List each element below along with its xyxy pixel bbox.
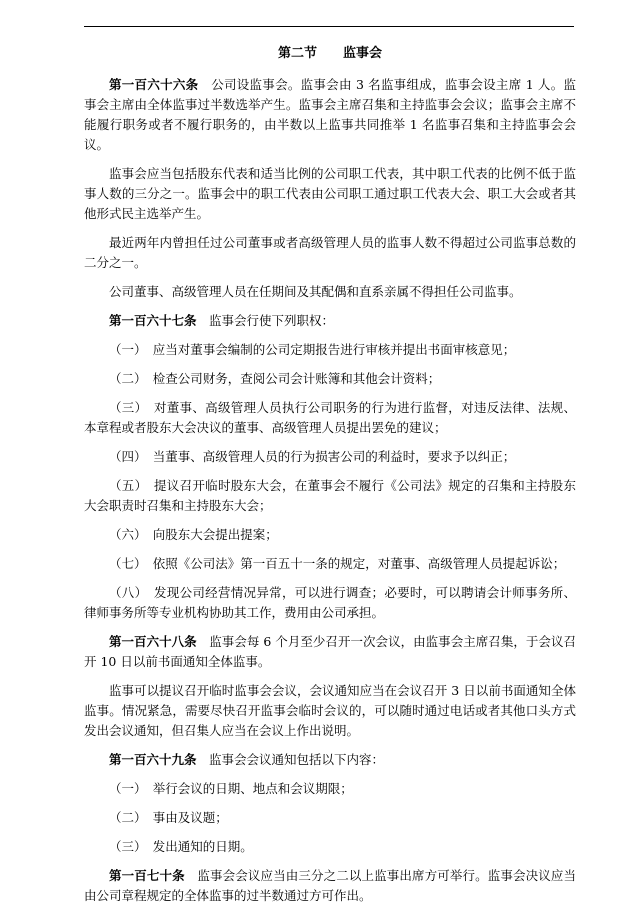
list-item-text: 提议召开临时股东大会，在董事会不履行《公司法》规定的召集和主持股东大会职责时召集和主持股东大会；	[84, 478, 576, 513]
list-item-text: 当董事、高级管理人员的行为损害公司的利益时，要求予以纠正；	[152, 449, 516, 464]
header-rule	[84, 26, 574, 27]
list-item	[84, 554, 576, 574]
list-item	[84, 808, 576, 828]
article-label: 第一百七十条	[109, 868, 185, 883]
article-text: 监事会会议应当由三分之二以上监事出席方可举行。监事会决议应当由公司章程规定的全体监事的过半数通过方可作出。	[84, 868, 576, 903]
article-text: 监事会行使下列职权：	[209, 313, 335, 328]
article-paragraph	[84, 750, 576, 770]
paragraph: 最近两年内曾担任过公司董事或者高级管理人员的监事人数不得超过公司监事总数的二分之一。	[84, 235, 576, 270]
list-item-text: 发现公司经营情况异常，可以进行调查；必要时，可以聘请会计师事务所、律师事务所等专业机构协助其工作，费用由公司承担。	[84, 585, 576, 620]
paragraph: 公司董事、高级管理人员在任期间及其配偶和直系亲属不得担任公司监事。	[109, 284, 522, 299]
list-item	[84, 476, 576, 516]
list-item-text: 向股东大会提出提案；	[152, 527, 278, 542]
article-paragraph	[84, 866, 576, 906]
list-item	[84, 340, 576, 360]
article-label: 第一百六十八条	[109, 634, 197, 649]
list-item-text: 举行会议的日期、地点和会议期限；	[152, 781, 353, 796]
article-text: 公司设监事会。监事会由 3 名监事组成，监事会设主席 1 人。监事会主席由全体监事过半数选举产生。监事会主席召集和主持监事会会议；监事会主席不能履行职务或者不履行职务的，由半数以上监事共同推举 1 名监事召集和主持监事会会议。	[84, 77, 576, 152]
list-item-number: （八）	[109, 585, 142, 600]
article-paragraph	[84, 311, 576, 331]
list-item-number: （一）	[109, 781, 141, 796]
article-paragraph	[84, 75, 576, 155]
list-item-number: （三）	[109, 839, 141, 854]
section-name: 监事会	[343, 46, 383, 61]
list-item-number: （二）	[109, 371, 141, 386]
list-item-number: （一）	[109, 342, 141, 357]
list-item	[84, 779, 576, 799]
article-paragraph	[84, 632, 576, 672]
article-text: 监事会会议通知包括以下内容：	[209, 752, 385, 767]
article-text: 监事会每 6 个月至少召开一次会议，由监事会主席召集，于会议召开 10 日以前书面通知全体监事。	[84, 634, 576, 669]
list-item	[84, 837, 576, 857]
section-heading	[84, 44, 576, 64]
list-item-text: 依照《公司法》第一百五十一条的规定，对董事、高级管理人员提起诉讼；	[152, 556, 566, 571]
list-item-text: 事由及议题；	[152, 810, 228, 825]
list-item-number: （二）	[109, 810, 141, 825]
paragraph: 监事可以提议召开临时监事会会议，会议通知应当在会议召开 3 日以前书面通知全体监事。情况紧急，需要尽快召开监事会临时会议的，可以随时通过电话或者其他口头方式发出会议通知，但召集人应当在会议上作出说明。	[84, 683, 576, 738]
article-label: 第一百六十九条	[109, 752, 197, 767]
list-item	[84, 398, 576, 438]
article-label: 第一百六十六条	[109, 77, 199, 92]
list-item-text: 对董事、高级管理人员执行公司职务的行为进行监督，对违反法律、法规、本章程或者股东大会决议的董事、高级管理人员提出罢免的建议；	[84, 400, 576, 435]
list-item-text: 发出通知的日期。	[152, 839, 253, 854]
list-item	[84, 369, 576, 389]
list-item-text: 检查公司财务，查阅公司会计账簿和其他会计资料；	[152, 371, 441, 386]
list-item-number: （五）	[109, 478, 142, 493]
list-item-text: 应当对董事会编制的公司定期报告进行审核并提出书面审核意见；	[152, 342, 516, 357]
paragraph: 监事会应当包括股东代表和适当比例的公司职工代表，其中职工代表的比例不低于监事人数的三分之一。监事会中的职工代表由公司职工通过职工代表大会、职工大会或者其他形式民主选举产生。	[84, 166, 576, 221]
list-item-number: （六）	[109, 527, 141, 542]
list-item-number: （四）	[109, 449, 141, 464]
document-body	[84, 44, 576, 915]
section-number: 第二节	[277, 46, 317, 61]
list-item	[84, 583, 576, 623]
article-label: 第一百六十七条	[109, 313, 197, 328]
list-item	[84, 447, 576, 467]
list-item-number: （三）	[109, 400, 142, 415]
list-item-number: （七）	[109, 556, 141, 571]
list-item	[84, 525, 576, 545]
